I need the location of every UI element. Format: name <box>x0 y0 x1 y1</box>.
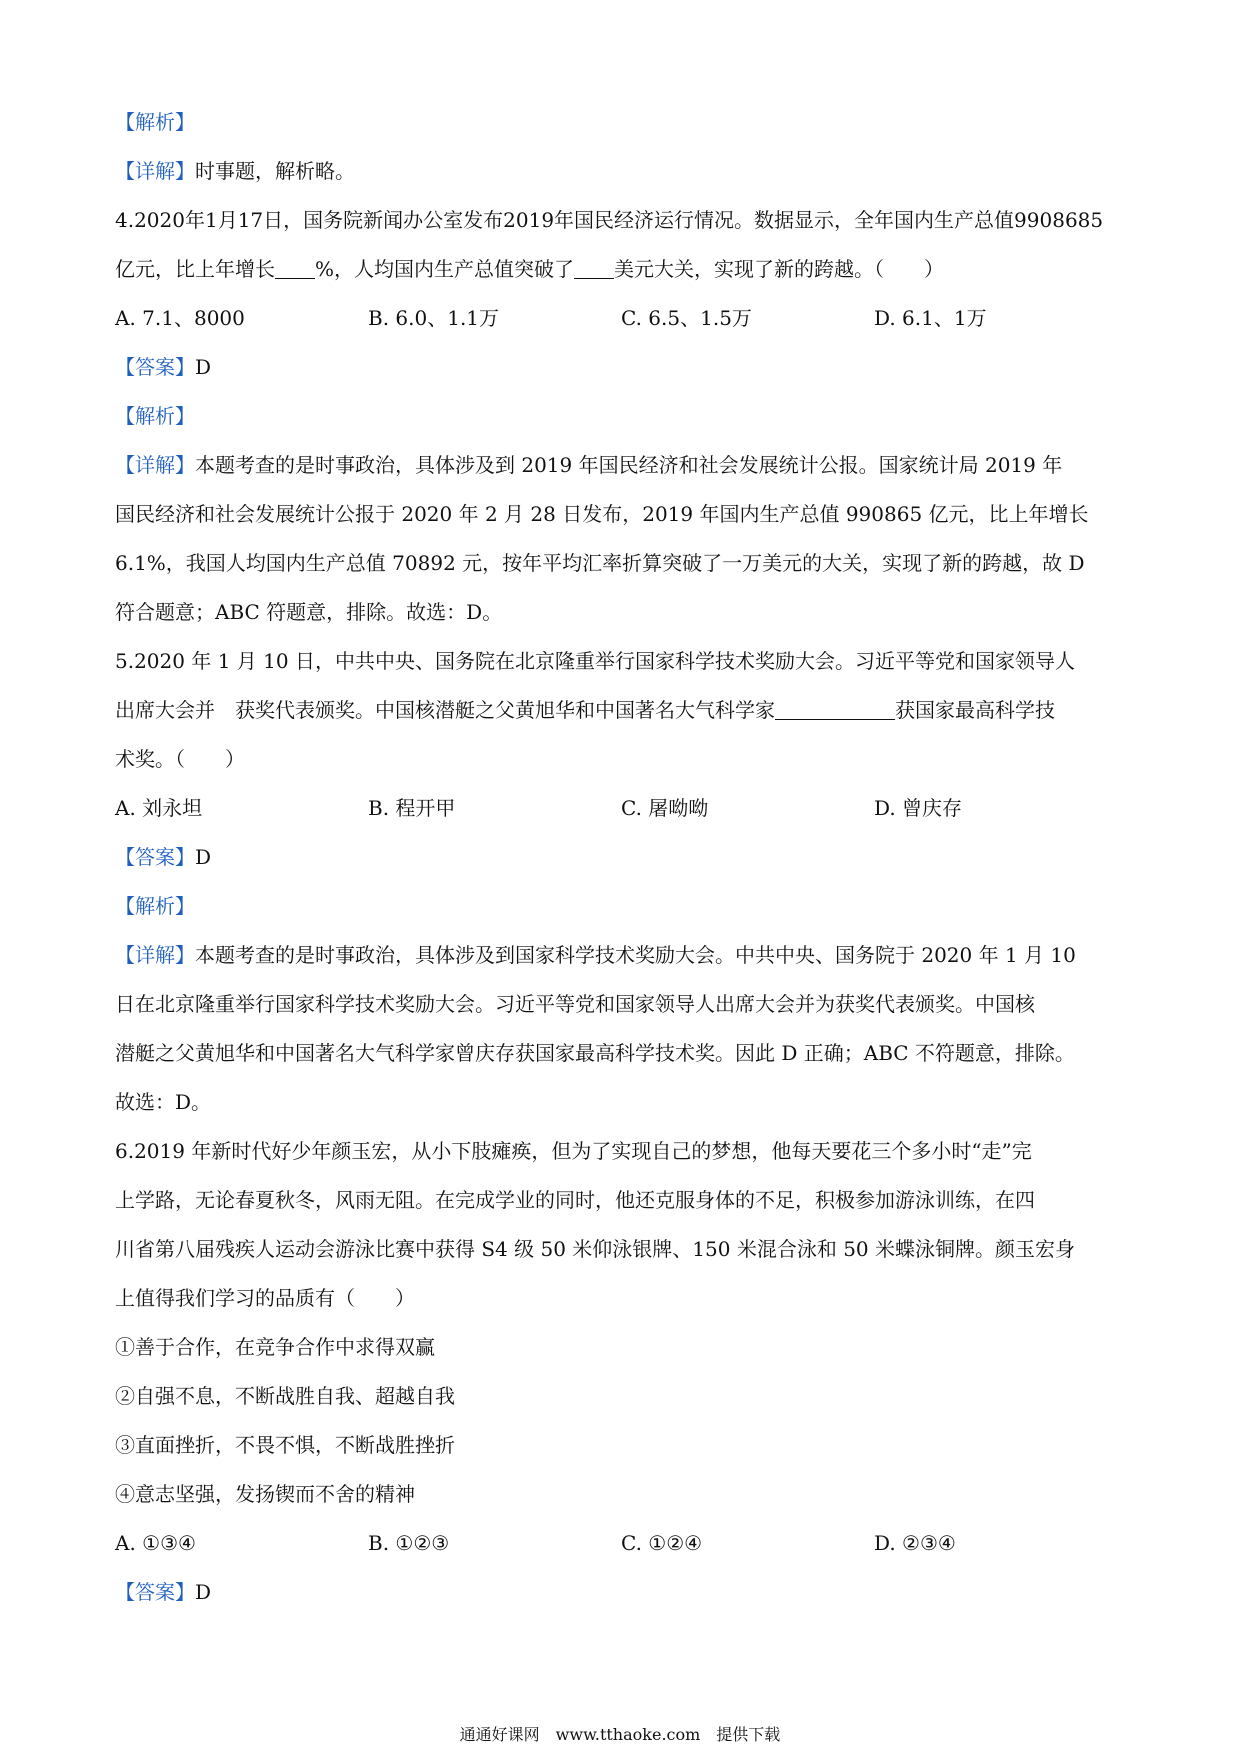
answer-line-6: 【答案】D <box>115 1580 212 1604</box>
statement-3: ③直面挫折，不畏不惧，不断战胜挫折 <box>115 1433 455 1457</box>
document-body <box>115 98 1135 1617</box>
detail-line-4-4: 符合题意；ABC 符题意，排除。故选：D。 <box>115 600 503 624</box>
option-c: C. 屠呦呦 <box>621 796 709 820</box>
option-d: D. ②③④ <box>874 1531 956 1555</box>
question-5-line-2: 出席大会并 获奖代表颁奖。中国核潜艇之父黄旭华和中国著名大气科学家 获国家最高科学技 <box>115 698 1055 722</box>
option-a: A. ①③④ <box>115 1531 196 1555</box>
option-a: A. 7.1、8000 <box>115 306 245 330</box>
question-5-options <box>115 784 1135 833</box>
detail-line-5-4: 故选：D。 <box>115 1090 212 1114</box>
answer-line-5: 【答案】D <box>115 845 212 869</box>
detail-line-5-1: 【详解】本题考查的是时事政治，具体涉及到国家科学技术奖励大会。中共中央、国务院于 2020 年 1 月 10 <box>115 943 1076 967</box>
option-c: C. ①②④ <box>621 1531 703 1555</box>
question-6-options <box>115 1519 1135 1568</box>
question-6-line-2: 上学路，无论春夏秋冬，风雨无阻。在完成学业的同时，他还克服身体的不足，积极参加游泳训练，在四 <box>115 1188 1035 1212</box>
fill-blank <box>775 699 895 720</box>
detail-line-5-2: 日在北京隆重举行国家科学技术奖励大会。习近平等党和国家领导人出席大会并为获奖代表颁奖。中国核 <box>115 992 1035 1016</box>
option-a: A. 刘永坦 <box>115 796 203 820</box>
question-6-line-3: 川省第八届残疾人运动会游泳比赛中获得 S4 级 50 米仰泳银牌、150 米混合泳和 50 米蝶泳铜牌。颜玉宏身 <box>115 1237 1075 1261</box>
answer-line-4: 【答案】D <box>115 355 212 379</box>
option-b: B. 6.0、1.1万 <box>368 306 500 330</box>
option-d: D. 曾庆存 <box>874 796 963 820</box>
detail-line-4-2: 国民经济和社会发展统计公报于 2020 年 2 月 28 日发布，2019 年国内生产总值 990865 亿元，比上年增长 <box>115 502 1089 526</box>
analysis-label-5: 【解析】 <box>115 894 195 918</box>
statement-4: ④意志坚强，发扬锲而不舍的精神 <box>115 1482 415 1506</box>
detail-line-4-1: 【详解】本题考查的是时事政治，具体涉及到 2019 年国民经济和社会发展统计公报。国家统计局 2019 年 <box>115 453 1063 477</box>
question-6-line-4: 上值得我们学习的品质有（ ） <box>115 1286 415 1310</box>
question-4-options <box>115 294 1135 343</box>
option-c: C. 6.5、1.5万 <box>621 306 752 330</box>
detail-line-5-3: 潜艇之父黄旭华和中国著名大气科学家曾庆存获国家最高科学技术奖。因此 D 正确；ABC 不符题意，排除。 <box>115 1041 1075 1065</box>
detail-line-4-3: 6.1%，我国人均国内生产总值 70892 元，按年平均汇率折算突破了一万美元的大关，实现了新的跨越，故 D <box>115 551 1085 575</box>
fill-blank <box>574 258 614 279</box>
question-5-line-1: 5.2020 年 1 月 10 日，中共中央、国务院在北京隆重举行国家科学技术奖励大会。习近平等党和国家领导人 <box>115 649 1075 673</box>
option-b: B. 程开甲 <box>368 796 456 820</box>
analysis-label-0: 【解析】 <box>115 110 195 134</box>
question-6-line-1: 6.2019 年新时代好少年颜玉宏，从小下肢瘫痪，但为了实现自己的梦想，他每天要花三个多小时“走”完 <box>115 1139 1032 1163</box>
question-4-line-2: 亿元，比上年增长 %，人均国内生产总值突破了 美元大关，实现了新的跨越。（ ） <box>115 257 945 281</box>
page-footer: 通通好课网 www.tthaoke.com 提供下载 <box>459 1725 781 1744</box>
detail-line-0: 【详解】时事题，解析略。 <box>115 159 355 183</box>
fill-blank <box>275 258 315 279</box>
analysis-label-4: 【解析】 <box>115 404 195 428</box>
statement-2: ②自强不息，不断战胜自我、超越自我 <box>115 1384 455 1408</box>
option-d: D. 6.1、1万 <box>874 306 987 330</box>
statement-1: ①善于合作，在竞争合作中求得双赢 <box>115 1335 435 1359</box>
question-5-line-3: 术奖。（ ） <box>115 747 245 771</box>
option-b: B. ①②③ <box>368 1531 450 1555</box>
question-4-line-1: 4.2020年1月17日，国务院新闻办公室发布2019年国民经济运行情况。数据显示，全年国内生产总值9908685 <box>115 208 1104 232</box>
